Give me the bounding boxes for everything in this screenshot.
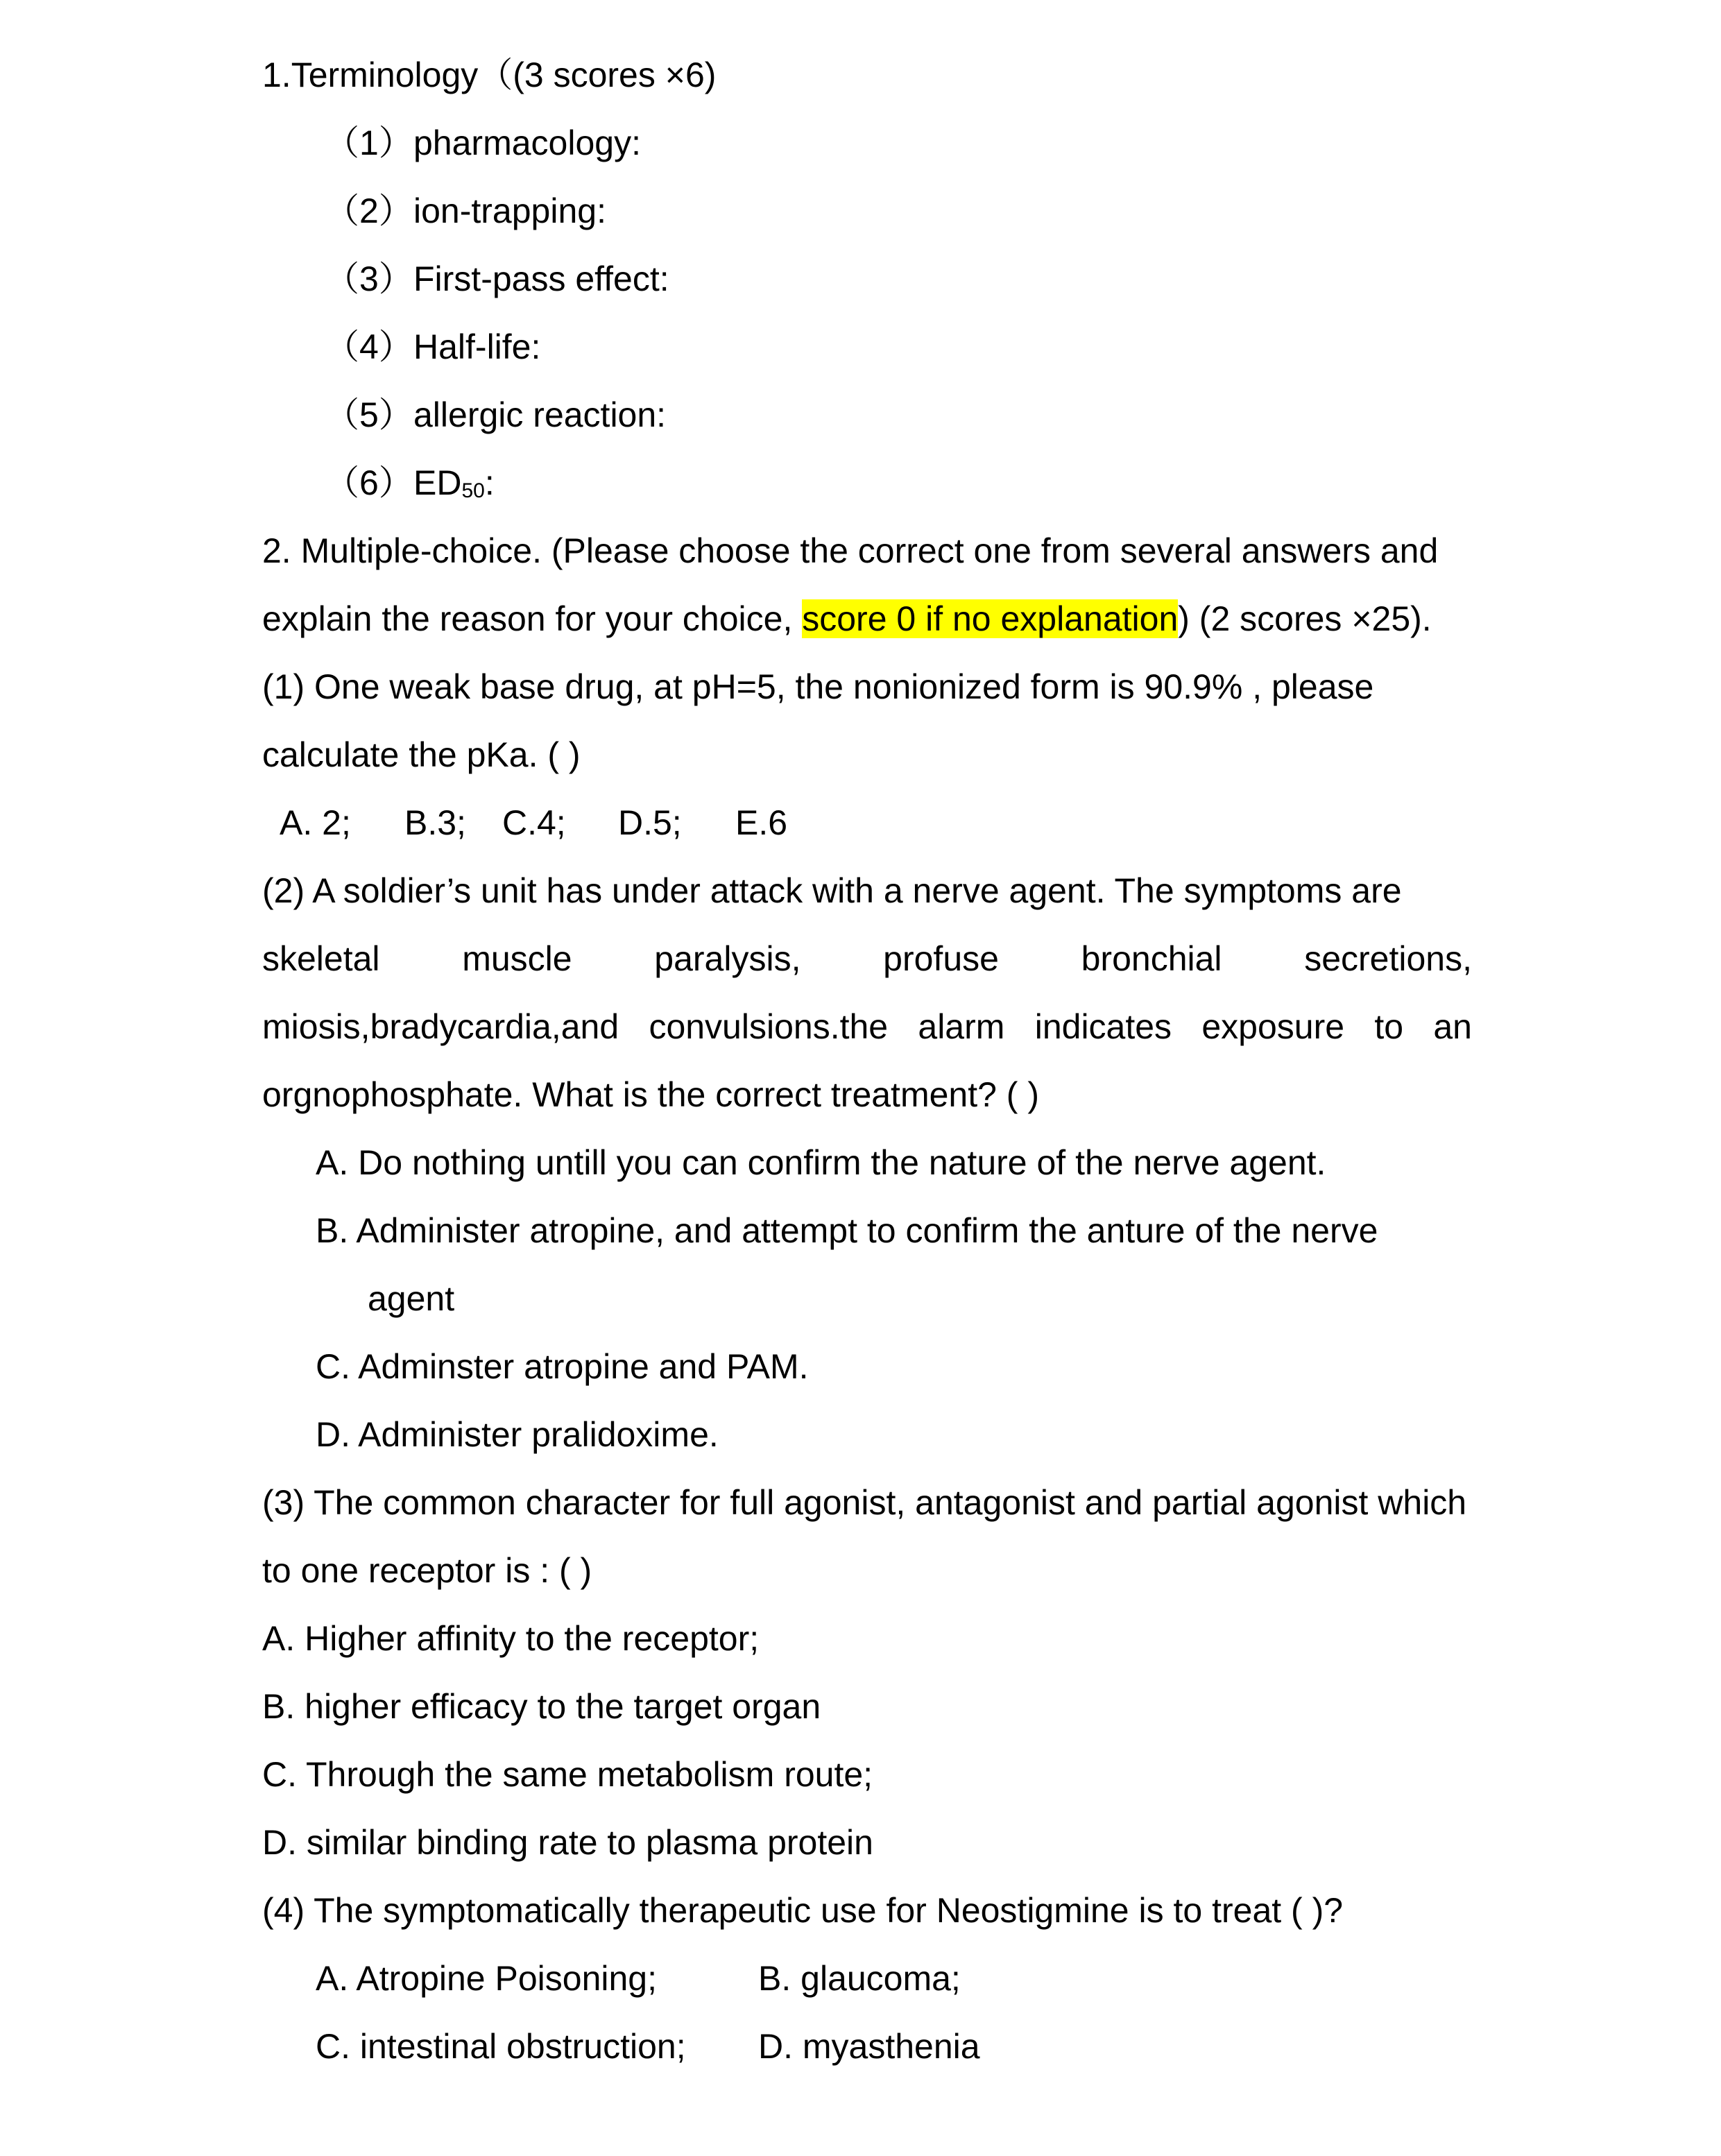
- q1-line2: calculate the pKa. ( ): [262, 735, 581, 774]
- q2-option-a: A. Do nothing untill you can confirm the nature of the nerve agent.: [316, 1143, 1326, 1182]
- q2-line4: orgnophosphate. What is the correct treatment? ( ): [262, 1075, 1039, 1114]
- q2-option-b-line2: agent: [368, 1279, 455, 1318]
- term-number: （1）: [325, 123, 413, 162]
- q2-line1: (2) A soldier’s unit has under attack with a nerve agent. The symptoms are: [262, 871, 1402, 910]
- section2-intro-line2: [262, 598, 1432, 640]
- term-number: （5）: [325, 395, 413, 434]
- section1-title: 1.Terminology（(3 scores ×6): [262, 55, 717, 94]
- section2-intro-line1: 2. Multiple-choice. (Please choose the correct one from several answers and: [262, 531, 1439, 570]
- q4-option-b: B. glaucoma;: [758, 1959, 961, 1998]
- term-text: pharmacology:: [413, 123, 641, 162]
- term-number: （2）: [325, 191, 413, 230]
- term-text: Half-life:: [413, 327, 541, 366]
- q2-word: muscle: [462, 939, 572, 978]
- q3-option-b: B. higher efficacy to the target organ: [262, 1687, 821, 1726]
- q4-line1: (4) The symptomatically therapeutic use for Neostigmine is to treat ( )?: [262, 1891, 1344, 1930]
- q2-option-d: D. Administer pralidoxime.: [316, 1415, 719, 1454]
- q2-option-b-line1: B. Administer atropine, and attempt to confirm the anture of the nerve: [316, 1211, 1378, 1250]
- q3-line2: to one receptor is : ( ): [262, 1551, 592, 1590]
- q1-option-c: C.4;: [502, 803, 566, 842]
- q3-option-a: A. Higher affinity to the receptor;: [262, 1619, 760, 1658]
- term-number: （3）: [325, 259, 413, 298]
- term-item-6: [325, 462, 495, 512]
- term-number: （4）: [325, 327, 413, 366]
- term-item-5: [325, 394, 666, 436]
- q4-option-c: C. intestinal obstruction;: [316, 2027, 686, 2066]
- q2-word: miosis,bradycardia,and: [262, 1007, 619, 1046]
- term-text: ion-trapping:: [413, 191, 606, 230]
- q4-option-a: A. Atropine Poisoning;: [316, 1959, 657, 1998]
- q2-word: convulsions.the: [649, 1007, 889, 1046]
- term-item-4: [325, 326, 540, 368]
- q1-option-a: A. 2;: [280, 803, 351, 842]
- q2-word: profuse: [883, 939, 999, 978]
- term-item-2: [325, 190, 606, 232]
- q2-word: secretions,: [1304, 939, 1472, 978]
- q2-word: alarm: [918, 1007, 1005, 1046]
- q1-option-d: D.5;: [618, 803, 682, 842]
- q2-line2: [262, 938, 1472, 979]
- q3-option-d: D. similar binding rate to plasma protein: [262, 1823, 873, 1862]
- term-text: ED: [413, 463, 462, 502]
- q1-option-b: B.3;: [404, 803, 466, 842]
- q2-word: bronchial: [1081, 939, 1222, 978]
- q2-word: exposure: [1201, 1007, 1345, 1046]
- q2-word: skeletal: [262, 939, 380, 978]
- q2-word: to: [1374, 1007, 1404, 1046]
- q1-line1: (1) One weak base drug, at pH=5, the nonionized form is 90.9% , please: [262, 667, 1374, 706]
- q2-option-c: C. Adminster atropine and PAM.: [316, 1347, 809, 1386]
- term-suffix: :: [484, 463, 495, 502]
- intro-text-before: explain the reason for your choice,: [262, 599, 803, 638]
- term-item-1: [325, 122, 641, 164]
- term-text: allergic reaction:: [413, 395, 667, 434]
- q4-option-d: D. myasthenia: [758, 2027, 980, 2066]
- q2-word: indicates: [1034, 1007, 1172, 1046]
- term-number: （6）: [325, 463, 413, 502]
- term-subscript: 50: [461, 479, 485, 502]
- q1-option-e: E.6: [735, 803, 788, 842]
- q3-option-c: C. Through the same metabolism route;: [262, 1755, 873, 1794]
- term-item-3: [325, 258, 669, 300]
- intro-text-after: ) (2 scores ×25).: [1178, 599, 1432, 638]
- term-text: First-pass effect:: [413, 259, 669, 298]
- q2-line3: [262, 1006, 1472, 1047]
- highlighted-note: score 0 if no explanation: [802, 599, 1179, 638]
- q2-word: paralysis,: [654, 939, 801, 978]
- q3-line1: (3) The common character for full agonist, antagonist and partial agonist which: [262, 1483, 1467, 1522]
- q2-word: an: [1433, 1007, 1472, 1046]
